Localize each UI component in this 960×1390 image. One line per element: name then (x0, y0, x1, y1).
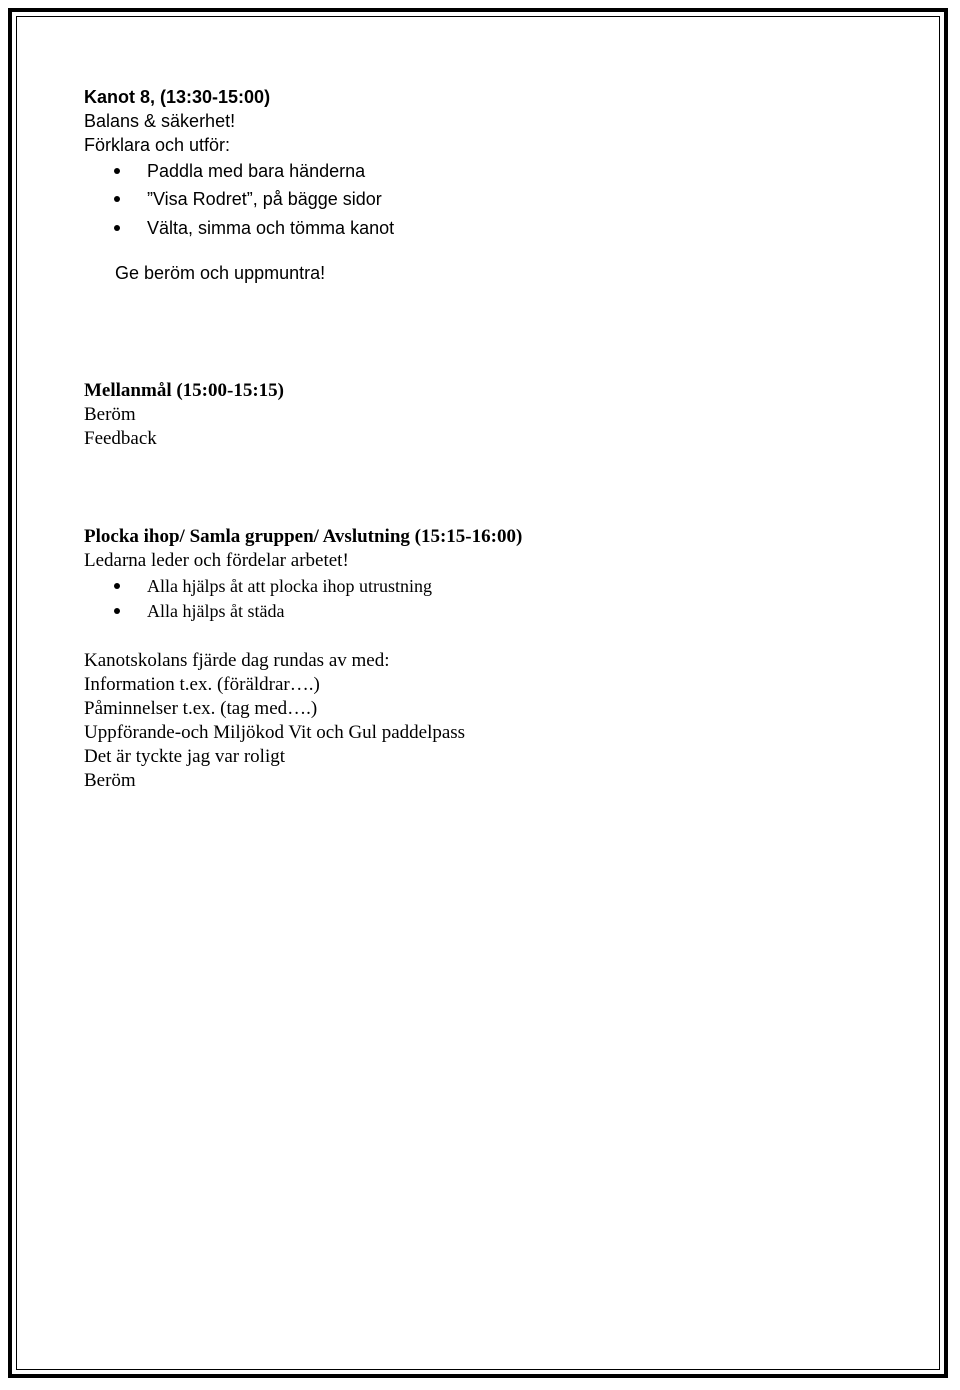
plocka-heading: Plocka ihop/ Samla gruppen/ Avslutning (15:15-16:00) (84, 526, 523, 547)
kanot-bullet-text: Paddla med bara händerna (147, 161, 366, 181)
bullet-icon (114, 168, 120, 174)
kanot-bullet-text: ”Visa Rodret”, på bägge sidor (147, 189, 382, 209)
kanot-heading: Kanot 8, (13:30-15:00) (84, 87, 271, 107)
avslut-line: Det är tyckte jag var roligt (84, 746, 286, 767)
bullet-icon (114, 225, 120, 231)
mellanmal-heading: Mellanmål (15:00-15:15) (84, 380, 284, 401)
plocka-bullet-text: Alla hjälps åt att plocka ihop utrustning (147, 576, 432, 596)
avslut-line: Påminnelser t.ex. (tag med….) (84, 698, 318, 719)
kanot-closing: Ge beröm och uppmuntra! (115, 263, 326, 283)
bullet-icon (114, 583, 120, 589)
kanot-line-forklara: Förklara och utför: (84, 135, 231, 155)
plocka-bullet-text: Alla hjälps åt städa (147, 601, 285, 621)
avslut-line: Beröm (84, 770, 136, 791)
avslut-line: Uppförande-och Miljökod Vit och Gul paddelpass (84, 722, 466, 743)
mellanmal-line-feedback: Feedback (84, 428, 157, 449)
kanot-line-balans: Balans & säkerhet! (84, 111, 236, 131)
kanot-bullet-text: Välta, simma och tömma kanot (147, 218, 395, 238)
mellanmal-line-berom: Beröm (84, 404, 136, 425)
avslut-line: Kanotskolans fjärde dag rundas av med: (84, 650, 390, 671)
plocka-line-ledarna: Ledarna leder och fördelar arbetet! (84, 550, 349, 571)
bullet-icon (114, 196, 120, 202)
avslut-line: Information t.ex. (föräldrar….) (84, 674, 320, 695)
bullet-icon (114, 608, 120, 614)
